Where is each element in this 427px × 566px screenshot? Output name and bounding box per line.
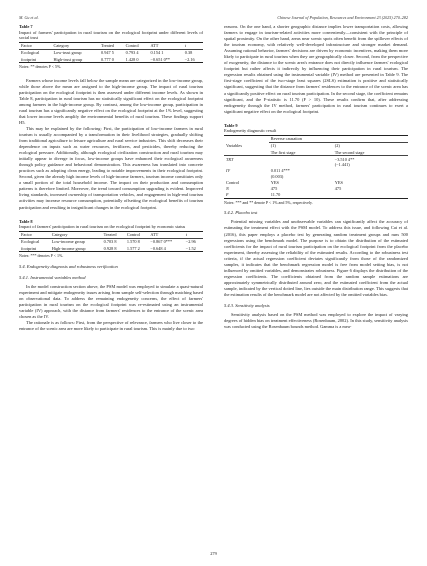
table-7 [19, 24, 203, 70]
table-header-cell: Category [51, 232, 68, 238]
table-cell: 0.154 1 [150, 50, 164, 56]
table-cell [333, 168, 408, 180]
table-cell: Ecological [21, 50, 40, 56]
running-head-journal: Chinese Journal of Population, Resources and Environment 23 (2025) 270–282 [277, 15, 408, 20]
table-header-cell: t [185, 232, 187, 238]
table-9-note: Notes: *** and ** denote P < 1% and 5%, respectively. [224, 200, 313, 206]
table-8-grid [19, 231, 203, 253]
table-header-cell: t [184, 43, 186, 49]
table-cell: footprint [21, 245, 37, 251]
table-8-note: Notes: *** denotes P < 1%. [19, 253, 64, 259]
table-cell: Low-trust group [53, 50, 82, 56]
table-cell: Ecological [21, 239, 40, 245]
table-7-label: Table 7 [19, 24, 33, 29]
table-cell: 475 [334, 186, 342, 192]
table-cell: Low-income group [51, 239, 85, 245]
table-row [224, 168, 408, 180]
body-paragraph: This may be explained by the following: First, the participation of low-income farmers in rural tourism is usually accompanied by a transformation in their livelihood strategies, gradually shifting from traditional agriculture to leisure agriculture and rural service industries. This shift decreases their dependence on inputs such as water resources, fertilizers, and pesticides, thereby reducing the ecological pressure. Additionally, although ecological civilization construction and rural tourism may initially appear to diverge in focus, low-income groups have enhanced their ecological awareness through policy guidance and behavioral demonstration. This awareness has translated into concrete practices such as adopting clean energy, leading to notable improvements in their ecological footprint. Second, given the already high income levels of high-income farmers, tourism income constitutes only a small portion of the total household income. The impact on their production and consumption patterns is therefore limited. Moreover, the trend toward consumption upgrading is evident. Improved living standards, increased ownership of transportation vehicles, and engagement in high-end tourism activities may increase resource consumption, potentially offsetting the ecological benefits of tourism participation and resulting in insignificant changes in the ecological footprint. [19, 125, 203, 210]
table-row [19, 245, 203, 252]
table-header-cell: (2) [334, 143, 340, 149]
table-cell: High-trust group [53, 56, 83, 62]
table-cell: YES [270, 180, 279, 186]
table-header-cell: Category [53, 43, 70, 49]
table-cell: 475 [270, 186, 278, 192]
table-7-grid [19, 42, 203, 64]
table-cell: 1.577 2 [126, 245, 140, 251]
right-column [224, 24, 408, 330]
table-cell: F [226, 192, 229, 198]
body-paragraph: Sensitivity analysis based on the PSM method was employed to explore the impact of varying degrees of hidden bias on treatment effectiveness (Rosenbaum, 2002). In this study, sensitivity analysis was conducted using the Rosenbaum bounds method. Gamma is a mea- [224, 312, 408, 330]
table-row [19, 56, 203, 63]
table-cell: −3.510 4** (−1.441) [334, 156, 355, 168]
table-header-cell: (1) [270, 143, 276, 149]
table-row [19, 238, 203, 245]
table-cell: High-income group [51, 245, 86, 251]
page-number: 279 [210, 551, 217, 556]
section-heading: 5.4. Endogeneity diagnosis and robustness verification [19, 263, 118, 269]
subsection-heading: 5.4.3. Sensitivity analysis [224, 303, 270, 309]
table-9 [224, 123, 408, 206]
table-header-cell: Factor [21, 43, 32, 49]
table-cell: 0.703 8 [103, 239, 117, 245]
table-header-cell: Reverse causation [269, 135, 408, 142]
table-header-cell: ATT [150, 232, 159, 238]
table-cell: footprint [21, 56, 37, 62]
table-cell: IV [226, 168, 231, 174]
table-cell: −2.96 [185, 239, 196, 245]
table-header-cell: Treated [100, 43, 114, 49]
table-cell: −0.651 0** [150, 56, 171, 62]
table-cell: 0.777 0 [100, 56, 114, 62]
body-paragraph: In the model construction section above, the PSM model was employed to simulate a quasi-natural experiment and mitigate endogeneity issues arising from sample self-selection through matching based on observational data. To address the remaining endogeneity concerns, the effect of farmers' participation in rural tourism on the ecological footprint was re-estimated using an instrumental variable (IV) approach, with the distance from farmers' residences to the entrance of the scenic area chosen as the IV. [19, 283, 203, 319]
table-cell: −2.16 [184, 56, 195, 62]
table-9-label: Table 9 [224, 122, 238, 128]
table-cell: −0.867 0*** [150, 239, 173, 245]
table-header-cell: Control [125, 43, 139, 49]
table-cell: YES [334, 180, 343, 186]
table-header-cell: Factor [21, 232, 32, 238]
table-header-cell: Variables [224, 135, 269, 156]
table-7-note: Notes: ** denotes P < 5%. [19, 64, 62, 70]
table-row [19, 49, 203, 56]
table-header-cell: The second stage [334, 149, 365, 155]
table-cell: 1.570 8 [126, 239, 140, 245]
table-header-cell: The first stage [270, 149, 296, 155]
table-cell: 11.70 [270, 192, 281, 198]
left-column [19, 24, 203, 332]
table-header-cell: ATT [150, 43, 159, 49]
table-cell: 0.928 8 [103, 245, 117, 251]
table-cell: 0.38 [184, 50, 193, 56]
body-paragraph: Farmers whose income levels fall below the sample mean are categorized in the low-income group, while those above the mean are assigned to the high-income group. The impact of rural tourism participation on the ecological footprint is then assessed under different income levels. As shown in Table 8, participation in rural tourism has no statistically significant effect on the ecological footprint among farmers in the high-income group. By contrast, among the low-income group, participation in rural tourism has a significantly negative effect on the ecological footprint at the 1% level, suggesting that lower income levels amplify the environmental benefits of rural tourism. These findings support H5. [19, 77, 203, 125]
table-cell [269, 156, 333, 168]
table-7-caption: Impact of farmers' participation in rural tourism on the ecological footprint under different levels of social trust [19, 29, 203, 41]
table-header-cell: Treated [103, 232, 117, 238]
table-row [224, 156, 408, 168]
table-cell: TRT [226, 156, 234, 162]
subsection-heading: 5.4.2. Placebo test [224, 210, 258, 216]
table-row [224, 192, 408, 199]
body-paragraph: Potential missing variables and unobservable variables can significantly affect the accuracy of estimating the treatment effect with the PSM model. To address this issue, and following Cai et al. (2016), this paper employs a placebo test by generating random treatment groups and runs 500 regressions using the benchmark model. The purpose is to obtain the distribution of the estimated coefficients for the impact of rural tourism participation on the ecological footprint from the placebo experiment, thereby assessing the reliability of the estimated results. According to the robustness test criteria, if the actual regression coefficient deviates significantly from those of the randomized samples, it indicates that the benchmark regression model is free from model setting bias, is not influenced by omitted variables, and demonstrates robustness. Figure 6 displays the distribution of the regression coefficients. The coefficients obtained from the random sample estimations are approximately symmetrically distributed around zero, and the estimated coefficient from the actual sample, indicated by the vertical dotted line, lies outside the main distribution range. This suggests that the estimation results of the benchmark model are not affected by the omitted variables bias. [224, 219, 408, 297]
table-cell: 0.011 4*** (0.003) [270, 168, 290, 179]
table-header-cell: Control [126, 232, 141, 238]
running-head-authors: M. Gu et al. [19, 15, 39, 20]
table-8-caption: Impact of farmers' participation in rural tourism on the ecological footprint by economic status [19, 224, 186, 230]
table-cell: N [226, 186, 229, 192]
table-cell [333, 192, 408, 199]
body-paragraph: reasons. On the one hand, a shorter geographic distance implies lower transportation costs, allowing farmers to engage in tourism-related activities more conveniently—consistent with the principle of spatial proximity. On the other hand, areas near scenic spots often benefit from the spillover effects of the tourism economy, with relatively well-developed infrastructure and stronger market demand. Assuming rational behavior, farmers' decisions are driven by economic incentives, making them more likely to participate in rural tourism when they are geographically closer. Second, from the perspective of exogeneity, the distance to the scenic area's entrance does not directly influence farmers' ecological footprint but rather affects it indirectly by influencing their participation in rural tourism. The regression results obtained using the instrumental variable (IV) method are presented in Table 9. The first-stage coefficient of the two-stage least squares (2SLS) estimation is positive and statistically significant, suggesting that the distance from farmers' residences to the entrance of the scenic area has a significantly positive effect on rural tourism participation. In the second stage, the coefficient remains significant, and the F-statistic is 11.70 (F > 10). These results confirm that, after addressing endogeneity through the IV method, farmers' participation in rural tourism continues to exert a significant negative effect on the ecological footprint. [224, 24, 408, 114]
table-cell: 1.428 0 [125, 56, 139, 62]
table-cell: 0.947 5 [100, 50, 114, 56]
table-cell: −0.648 4 [150, 245, 166, 251]
table-8 [19, 219, 203, 259]
table-cell: Control [226, 180, 240, 186]
subsection-heading: 5.4.1. Instrumental variables method [19, 274, 86, 280]
table-8-label: Table 8 [19, 218, 33, 224]
table-cell: −1.52 [185, 245, 196, 251]
table-9-caption: Endogeneity diagnostic result [224, 128, 277, 134]
table-cell: 0.793 4 [125, 50, 139, 56]
table-9-grid [224, 135, 408, 199]
body-paragraph: The rationale is as follows: First, from the perspective of relevance, farmers who live closer to the entrance of the scenic area are more likely to participate in rural tourism. This is mainly due to two [19, 319, 203, 331]
